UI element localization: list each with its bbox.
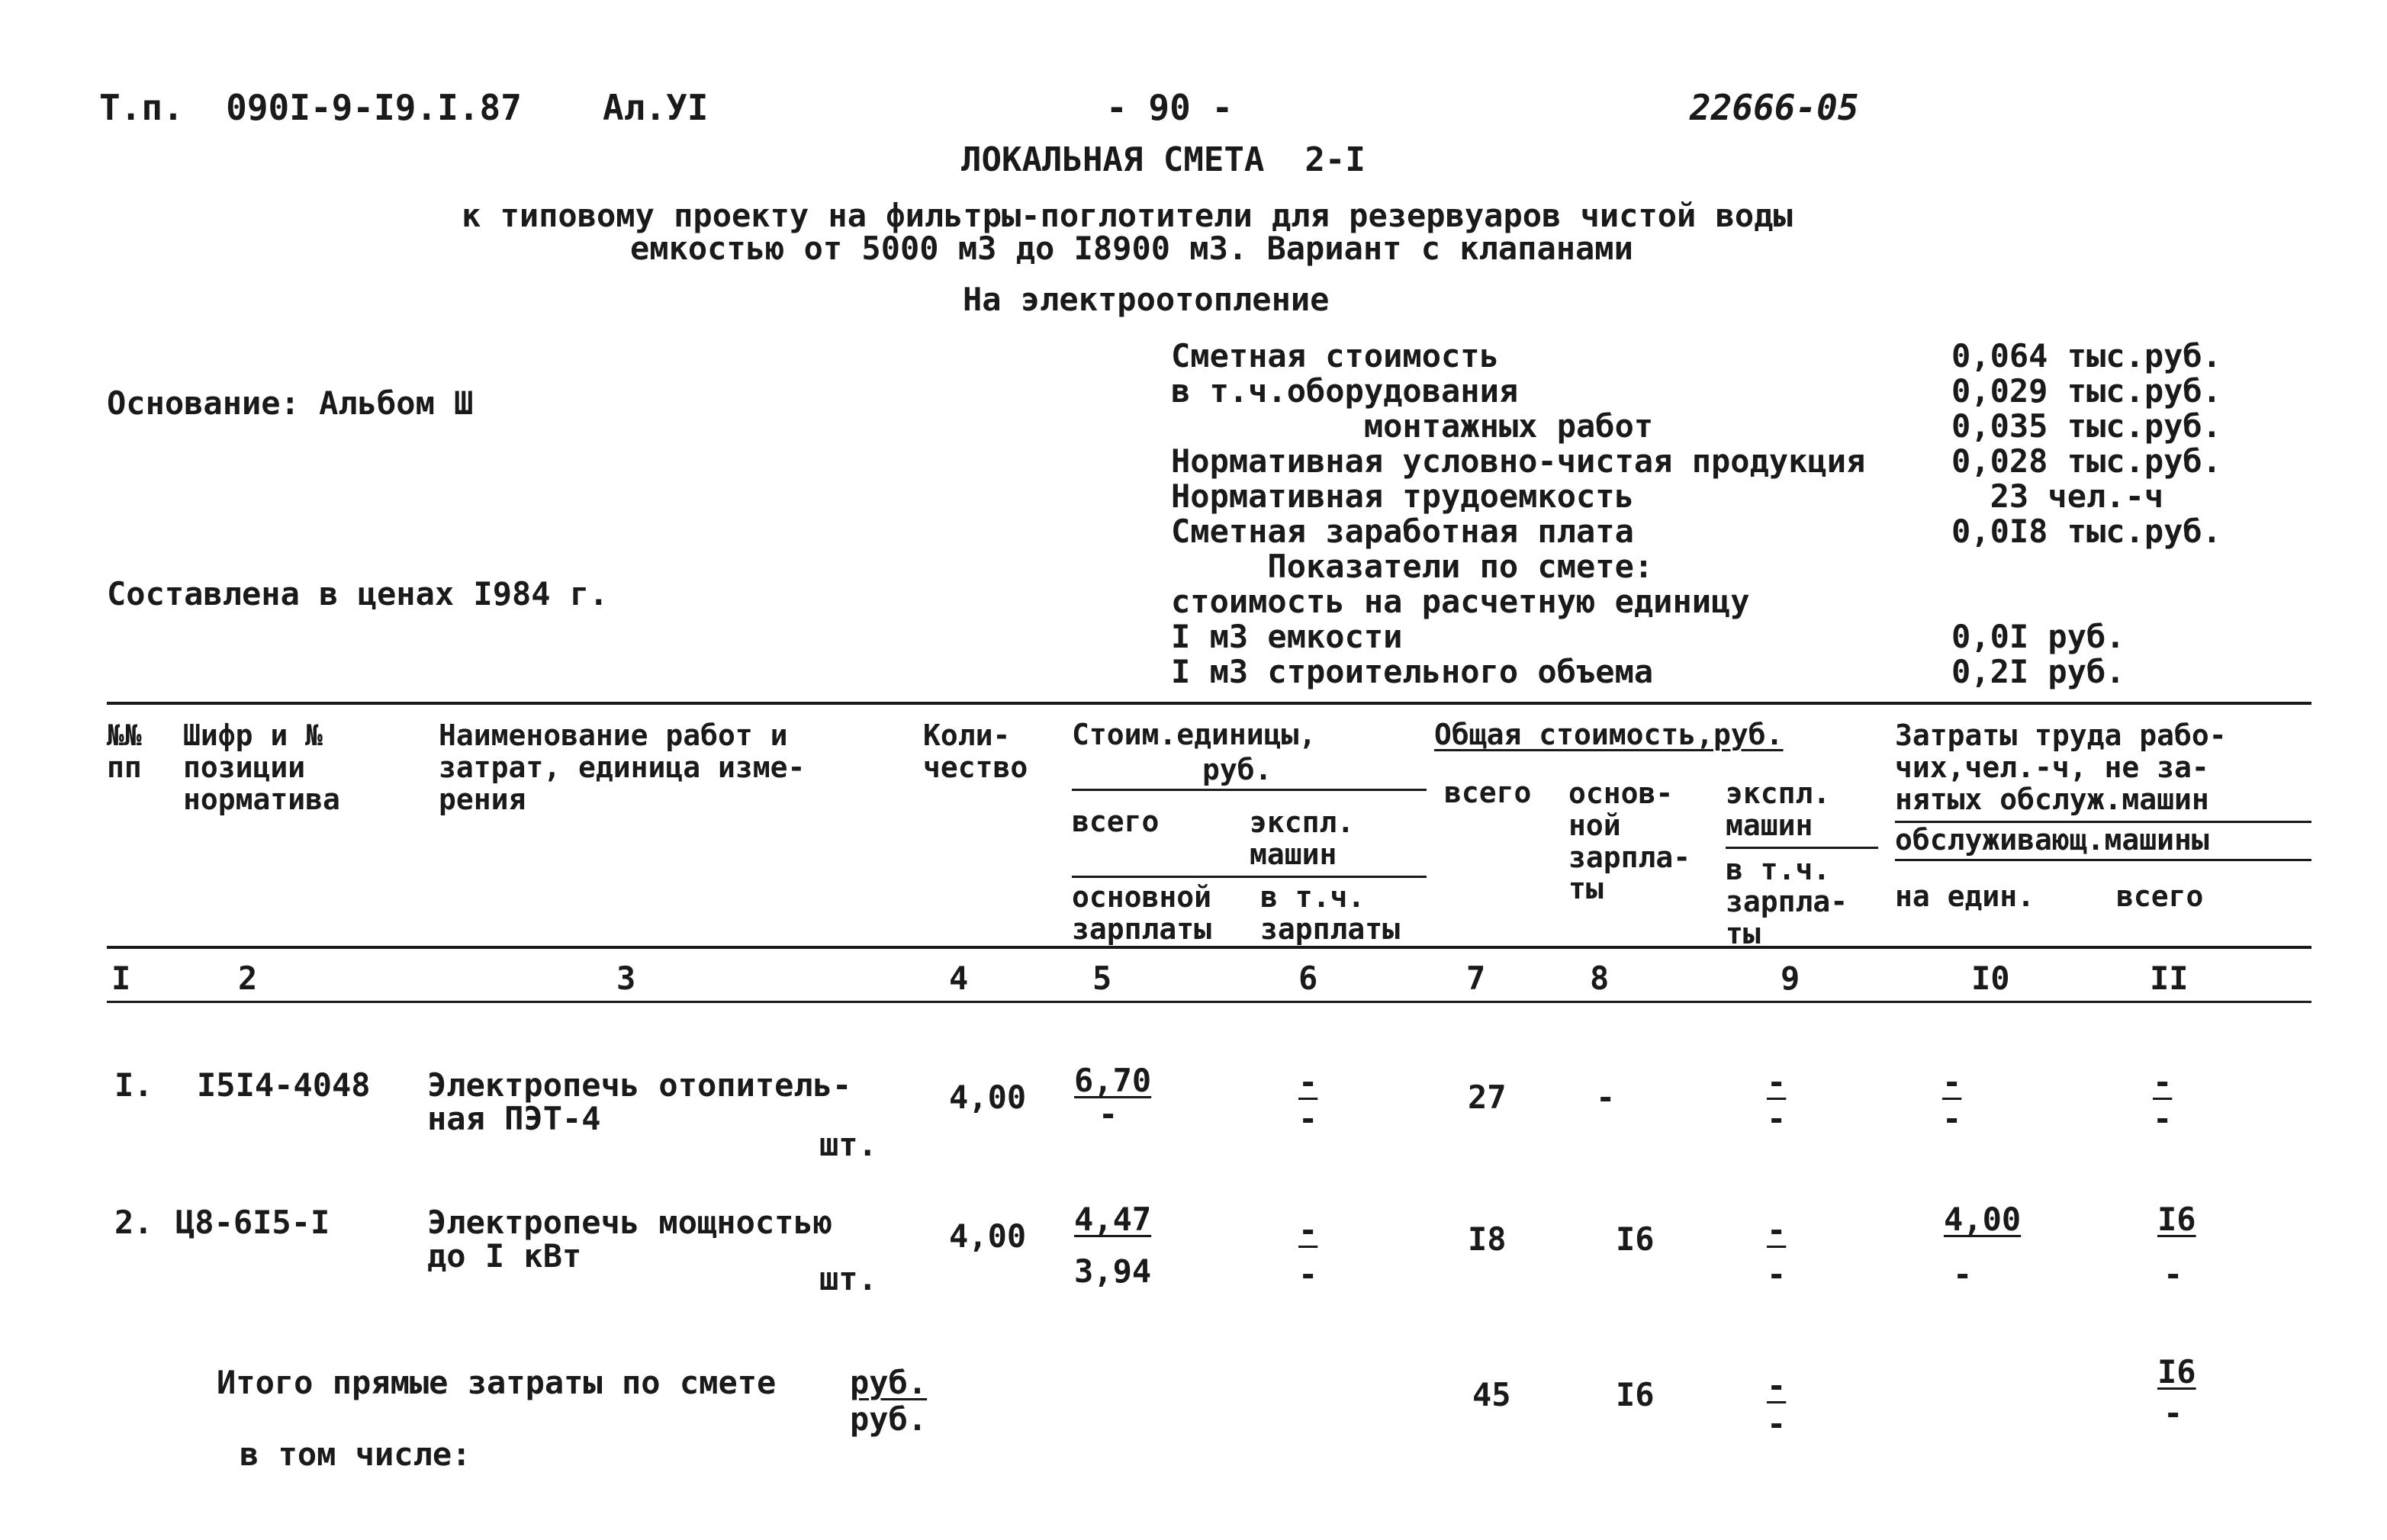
totals-unit-top: руб.	[850, 1364, 928, 1401]
album-number: Ал.УI	[603, 87, 709, 128]
row-unit-machines: -	[1298, 1211, 1318, 1249]
summary-value: 0,064 тыс.руб.	[1951, 337, 2222, 375]
row-unit-cost-total: 4,47	[1074, 1201, 1152, 1238]
row-total-wage: I6	[1616, 1220, 1655, 1258]
summary-value: 0,028 тыс.руб.	[1951, 442, 2222, 480]
totals-labor-total: I6	[2157, 1353, 2196, 1391]
header-col-9-bottom: в т.ч. зарпла- ты	[1726, 853, 1848, 950]
totals-unit-bottom: руб.	[850, 1400, 928, 1438]
summary-value: 0,0I8 тыс.руб.	[1951, 513, 2222, 550]
row-number: I.	[114, 1066, 153, 1104]
totals-total-wage: I6	[1616, 1376, 1655, 1413]
summary-value: 0,2I руб.	[1951, 653, 2125, 690]
row-name-line-2: до I кВт	[427, 1237, 582, 1275]
row-labor-total-machines: -	[2163, 1255, 2183, 1293]
summary-value: 23 чел.-ч	[1951, 477, 2164, 515]
column-number: 5	[1092, 960, 1112, 997]
summary-label: Сметная стоимость	[1171, 337, 1499, 375]
header-col-8: основ- ной зарпла- ты	[1568, 776, 1691, 906]
row-total-machines: -	[1767, 1211, 1787, 1249]
header-col-4: Коли- чество	[923, 719, 1028, 784]
row-total-machines: -	[1767, 1063, 1787, 1101]
column-number: 7	[1466, 960, 1486, 997]
column-number: 9	[1781, 960, 1800, 997]
header-col-7-9-group: Общая стоимость,руб.	[1434, 718, 1784, 751]
basis-text: Основание: Альбом Ш	[107, 384, 474, 422]
summary-label: Нормативная трудоемкость	[1171, 477, 1634, 515]
compiled-text: Составлена в ценах I984 г.	[107, 575, 609, 612]
group-rule-5-6	[1072, 789, 1427, 791]
row-code: Ц8-6I5-I	[175, 1204, 330, 1241]
page-number: - 90 -	[1106, 87, 1234, 128]
header-col-1: №№ пп	[107, 719, 142, 784]
summary-label: стоимость на расчетную единицу	[1171, 583, 1750, 620]
row-unit: шт.	[819, 1260, 877, 1297]
row-code: I5I4-4048	[197, 1066, 371, 1104]
summary-value: 0,029 тыс.руб.	[1951, 372, 2222, 410]
header-col-6-top: экспл. машин	[1250, 805, 1355, 871]
doc-code: Т.п. 090I-9-I9.I.87	[99, 87, 522, 128]
row-name-line-2: ная ПЭТ-4	[427, 1100, 601, 1137]
row-unit-machines-wage: -	[1298, 1100, 1318, 1137]
header-col-10-11-subgroup: обслуживающ.машины	[1895, 823, 2209, 857]
row-number: 2.	[114, 1204, 153, 1241]
header-col-5-6-group-unit: руб.	[1202, 753, 1272, 786]
column-number: 4	[949, 960, 969, 997]
column-numbers-rule-right	[2038, 1001, 2311, 1003]
totals-labor-total-machines: -	[2163, 1394, 2183, 1432]
row-name-line-1: Электропечь мощностью	[427, 1204, 833, 1241]
row-unit-cost-wage: -	[1099, 1095, 1118, 1133]
summary-label: I м3 емкости	[1171, 618, 1403, 655]
summary-label: Показатели по смете:	[1171, 548, 1654, 585]
row-total-cost: 27	[1468, 1079, 1507, 1116]
header-col-3: Наименование работ и затрат, единица изме- рения	[439, 719, 806, 816]
row-labor-per-unit-machines: -	[1953, 1255, 1973, 1293]
header-bottom-rule	[107, 946, 2311, 949]
row-labor-per-unit: 4,00	[1944, 1201, 2022, 1238]
row-labor-per-unit-machines: -	[1942, 1100, 1962, 1137]
row-labor-total: -	[2153, 1063, 2173, 1101]
summary-label: в т.ч.оборудования	[1171, 372, 1519, 410]
row-total-cost: I8	[1468, 1220, 1507, 1258]
row-total-machines-wage: -	[1767, 1100, 1787, 1137]
row-name-line-1: Электропечь отопитель-	[427, 1066, 852, 1104]
column-number: 3	[616, 960, 636, 997]
totals-machines: -	[1767, 1367, 1787, 1404]
header-col-2: Шифр и № позиции норматива	[183, 719, 340, 816]
document-title: ЛОКАЛЬНАЯ СМЕТА 2-I	[961, 140, 1366, 179]
column-number: II	[2150, 960, 2189, 997]
title-line-2: емкостью от 5000 м3 до I8900 м3. Вариант с клапанами	[630, 230, 1633, 267]
sub-rule-9	[1726, 847, 1878, 849]
row-labor-total: I6	[2157, 1201, 2196, 1238]
header-col-7: всего	[1444, 776, 1532, 809]
header-col-6-bottom: в т.ч. зарплаты	[1260, 880, 1401, 946]
totals-machines-wage: -	[1767, 1405, 1787, 1442]
summary-label: монтажных работ	[1171, 407, 1654, 445]
row-quantity: 4,00	[949, 1079, 1027, 1116]
row-quantity: 4,00	[949, 1217, 1027, 1255]
row-labor-total-machines: -	[2153, 1100, 2173, 1137]
sub-rule-5-6	[1072, 876, 1427, 878]
summary-label: I м3 строительного объема	[1171, 653, 1654, 690]
header-col-11: всего	[2116, 879, 2204, 913]
table-top-rule	[107, 702, 2311, 705]
summary-label: Сметная заработная плата	[1171, 513, 1634, 550]
summary-label: Нормативная условно-чистая продукция	[1171, 442, 1866, 480]
row-unit-cost-total: 6,70	[1074, 1062, 1152, 1099]
totals-label: Итого прямые затраты по смете	[217, 1364, 777, 1401]
column-numbers-rule	[107, 1001, 2075, 1003]
column-number: 6	[1298, 960, 1318, 997]
header-col-5-6-group: Стоим.единицы,	[1072, 718, 1317, 751]
header-col-10-11-group: Затраты труда рабо- чих,чел.-ч, не за- нятых обслуж.машин	[1895, 719, 2227, 816]
column-number: I	[111, 960, 131, 997]
header-col-5-top: всего	[1072, 805, 1160, 838]
inventory-number: 22666-05	[1690, 87, 1859, 128]
title-line-3: На электроотопление	[963, 281, 1330, 318]
including-text: в том числе:	[240, 1436, 471, 1473]
row-unit-machines: -	[1298, 1063, 1318, 1101]
column-number: 2	[238, 960, 258, 997]
column-number: I0	[1971, 960, 2010, 997]
summary-value: 0,0I руб.	[1951, 618, 2125, 655]
row-total-machines-wage: -	[1767, 1255, 1787, 1293]
sub-rule-10-11	[1895, 859, 2311, 861]
totals-total-cost: 45	[1472, 1376, 1511, 1413]
summary-value: 0,035 тыс.руб.	[1951, 407, 2222, 445]
title-line-1: к типовому проекту на фильтры-поглотители для резервуаров чистой воды	[462, 197, 1793, 234]
row-unit: шт.	[819, 1126, 877, 1163]
row-unit-machines-wage: -	[1298, 1255, 1318, 1293]
header-col-5-bottom: основной зарплаты	[1072, 880, 1212, 946]
row-unit-cost-wage: 3,94	[1074, 1252, 1152, 1290]
column-number: 8	[1590, 960, 1610, 997]
row-labor-per-unit: -	[1942, 1063, 1962, 1101]
row-total-wage: -	[1596, 1079, 1616, 1116]
header-col-10: на един.	[1895, 879, 2035, 913]
header-col-9-top: экспл. машин	[1726, 776, 1831, 842]
